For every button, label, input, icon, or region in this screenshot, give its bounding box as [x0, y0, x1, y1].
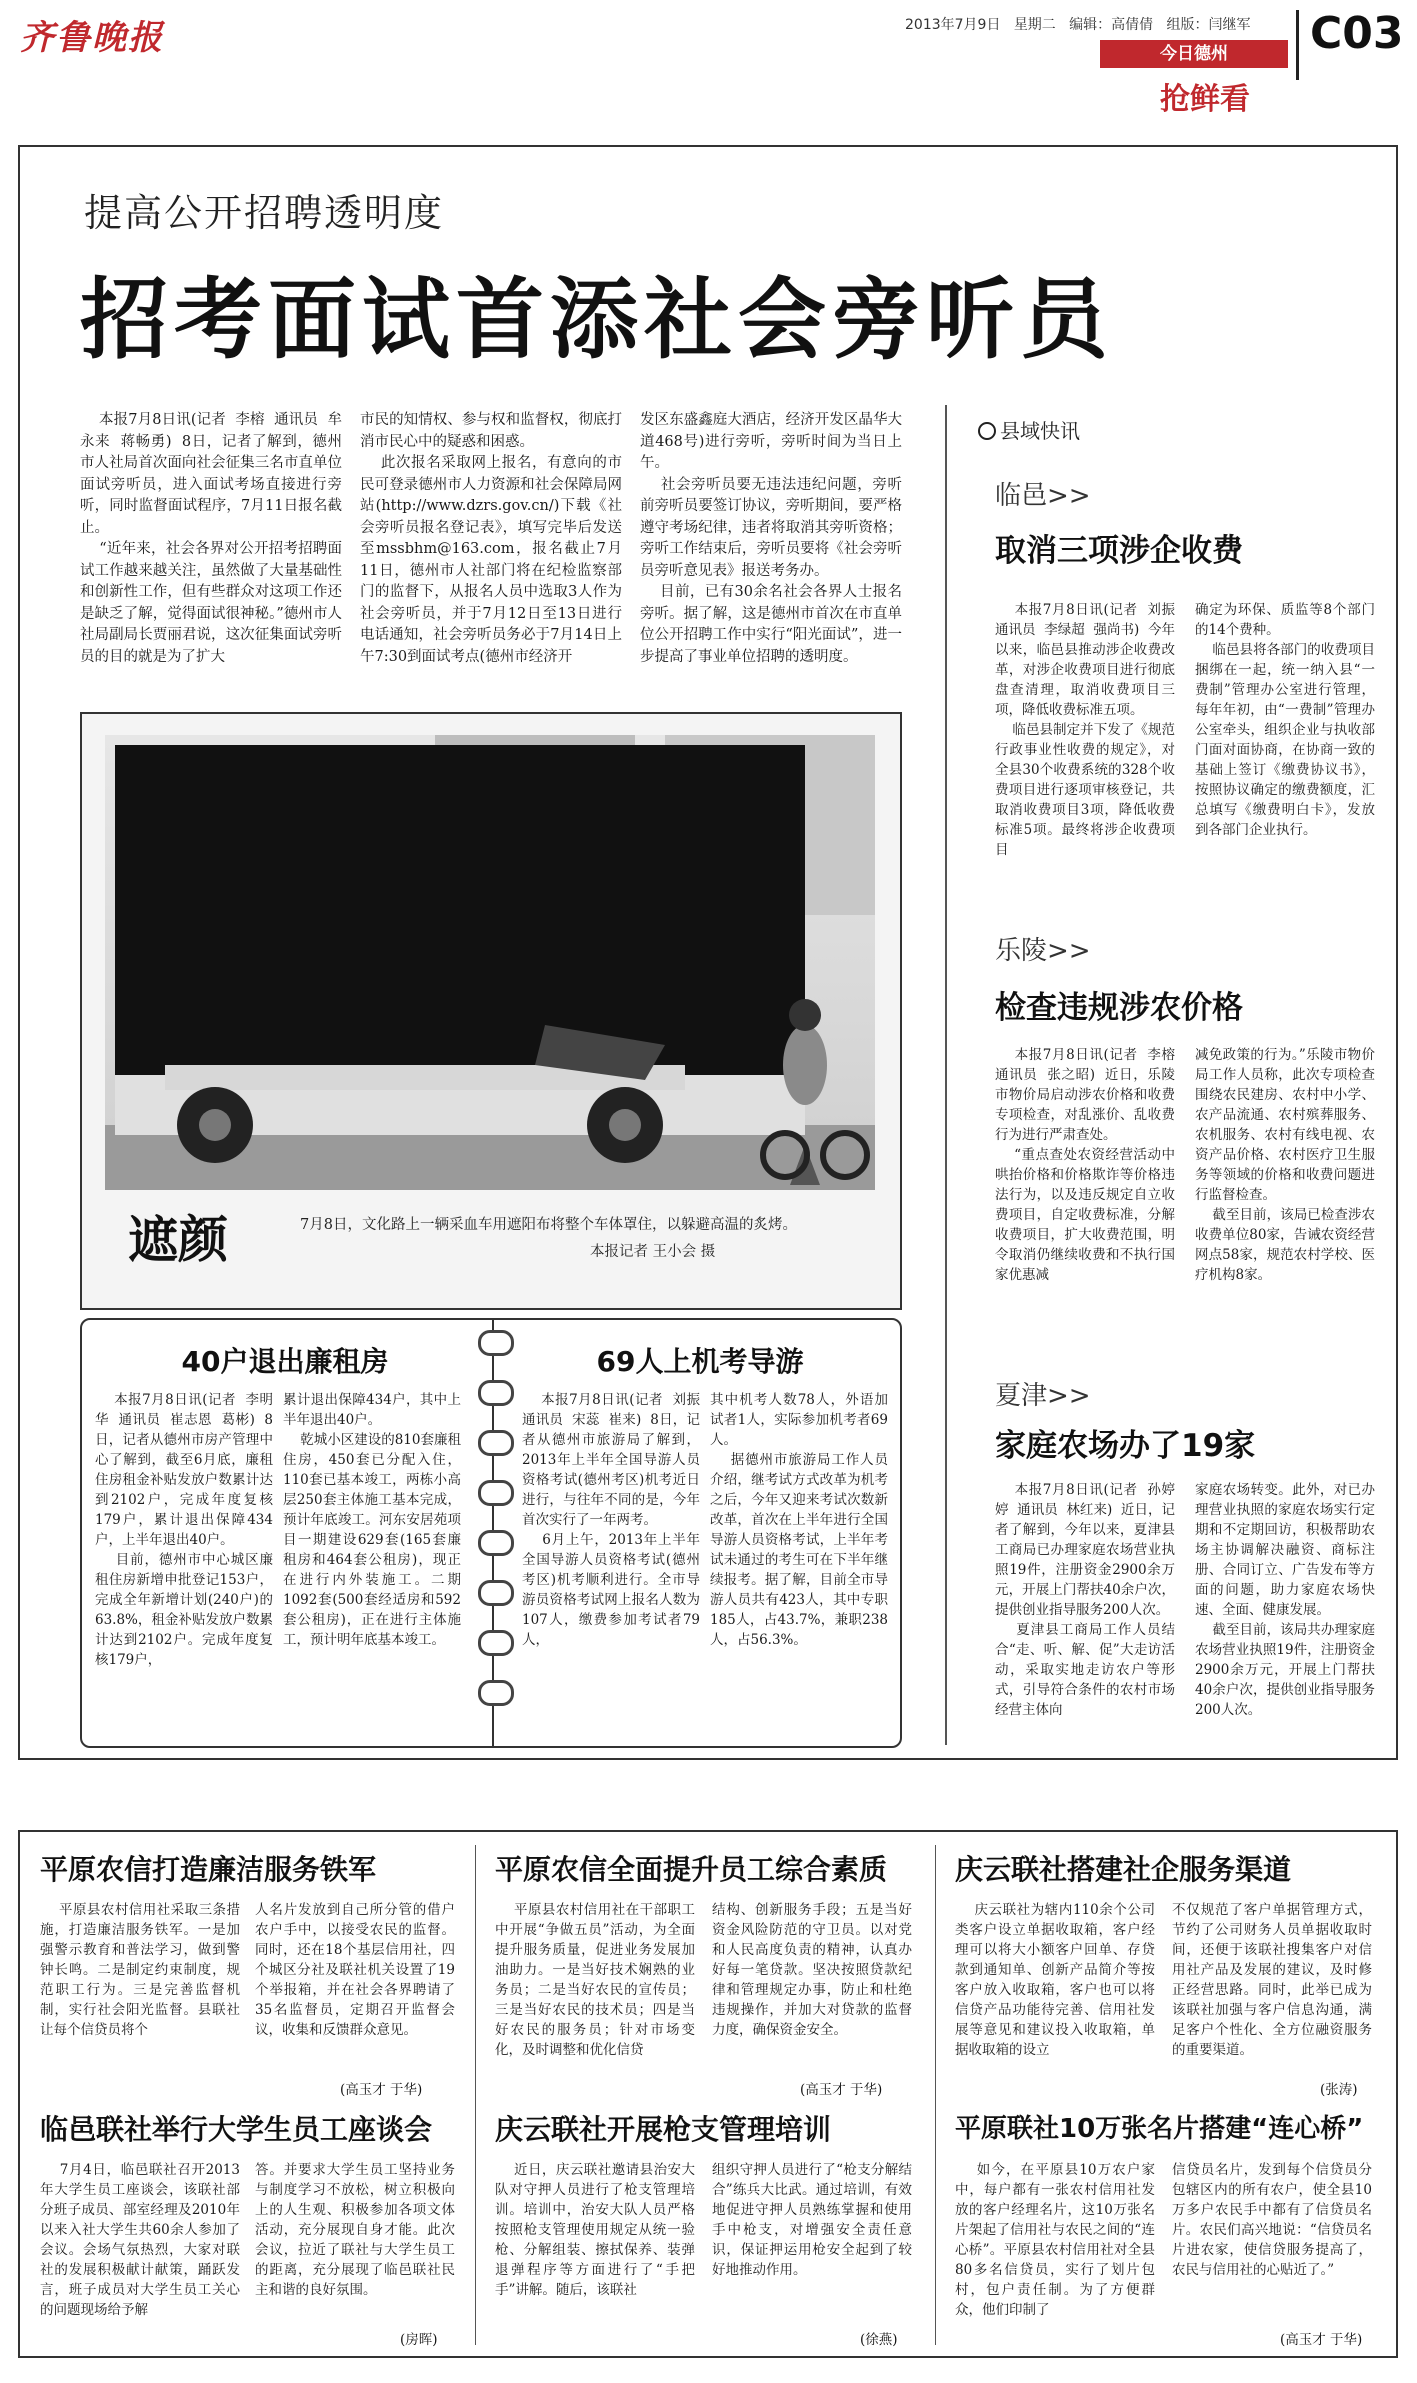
county-body-a: 本报7月8日讯(记者 刘振 通讯员 李绿超 强尚书) 今年以来，临邑县推动涉企收费改革，对涉企收费项目进行彻底盘查清理，取消收费项目三项，降低收费标准五项。 临邑县制定并下发了《规范行政事业性收费的规定》，对全县30个收费系统的328个收费项目进行逐项审核登记，共取消收费项目3项，降低收费标准5项。最终将涉企收费项目 [995, 602, 1175, 858]
bottom-story-author: (高玉才 于华) [340, 2082, 423, 2098]
story-kicker: 提高公开招聘透明度 [84, 191, 445, 235]
note2-col-a: 本报7月8日讯(记者 刘振 通讯员 宋蕊 崔来) 8日，记者从德州市旅游局了解到，2013年上半年全国导游人员资格考试(德州考区)机考近日进行，与往年不同的是，今年首次实行了一年两考。 6月上午，2013年上半年全国导游人员资格考试(德州考区)机考顺利进行。全市导游员资格考试网上报名人数为107人，缴费参加考试者79人， [522, 1392, 701, 1648]
county-title: 检查违规涉农价格 [995, 990, 1243, 1026]
bottom-story-col-a: 如今，在平原县10万农户家中，每户都有一张农村信用社发放的客户经理名片，这10万张名片架起了信用社与农民之间的“连心桥”。平原县农村信用社对全县80多名信贷员，实行了划片包村，包户责任制。为了方便群众，他们印制了 [955, 2162, 1155, 2318]
photo-caption: 7月8日，文化路上一辆采血车用遮阳布将整个车体罩住，以躲避高温的炙烤。 [300, 1217, 797, 1233]
bottom-story-title: 平原农信全面提升员工综合素质 [495, 1853, 888, 1886]
notebook-ring [478, 1630, 514, 1656]
bottom-story-col-b: 答。并要求大学生员工坚持业务与制度学习不放松，树立积极向上的人生观、积极参加各项文体活动，充分展现自身才能。此次会议，拉近了联社与大学生员工的距离，充分展现了临邑联社民主和谐的良好氛围。 [255, 2162, 455, 2298]
bottom-story-author: (房晖) [400, 2332, 438, 2348]
notebook-ring [478, 1580, 514, 1606]
county-body-b: 减免政策的行为。”乐陵市物价局工作人员称，此次专项检查围绕农民建房、农村中小学、农产品流通、农村殡葬服务、农机服务、农村有线电视、农资产品价格、农村医疗卫生服务等领域的价格和收费问题进行监督检查。 截至目前，该局已检查涉农收费单位80家，告诫农资经营网点58家，规范农村学校、医疗机构8家。 [1195, 1047, 1375, 1283]
bottom-story-title: 庆云联社搭建社企服务渠道 [955, 1853, 1292, 1886]
bottom-story-title: 平原联社10万张名片搭建“连心桥” [955, 2114, 1364, 2144]
bottom-story-col-a: 近日，庆云联社邀请县治安大队对守押人员进行了枪支管理培训。培训中，治安大队人员严格按照枪支管理使用规定从统一验枪、分解组装、擦拭保养、装弹退弹程序等方面进行了“手把手”讲解。随后，该联社 [495, 2162, 695, 2298]
county-body-b: 确定为环保、质监等8个部门的14个费种。 临邑县将各部门的收费项目捆绑在一起，统一纳入县“一费制”管理办公室进行管理，每年年初，由“一费制”管理办公室牵头，组织企业与执收部门面对面协商，在协商一致的基础上签订《缴费协议书》，按照协议确定的缴费额度，汇总填写《缴费明白卡》，发放到各部门企业执行。 [1195, 602, 1375, 838]
masthead-divider [1296, 10, 1299, 80]
bottom-story-col-a: 庆云联社为辖内110余个公司类客户设立单据收取箱，客户经理可以将大小额客户回单、存贷款到通知单、创新产品简介等按客户放入收取箱，客户也可以将信贷产品功能待完善、信用社发展等意见和建议投入收取箱，单据收取箱的设立 [955, 1902, 1155, 2058]
bottom-story-author: (张涛) [1320, 2082, 1358, 2098]
county-title: 取消三项涉企收费 [995, 533, 1243, 569]
bottom-story-col-b: 人名片发放到自己所分管的借户农户手中，以接受农民的监督。同时，还在18个基层信用社，四个城区分社及联社机关设置了19个举报箱，并在社会各界聘请了35名监督员，定期召开监督会议，收集和反馈群众意见。 [255, 1902, 455, 2038]
bottom-story-col-b: 结构、创新服务手段；五是当好资金风险防范的守卫员。以对党和人民高度负责的精神，认真办好每一笔贷款。坚决按照贷款纪律和管理规定办事，防止和杜绝违规操作，并加大对贷款的监督力度，确保资金安全。 [712, 1902, 912, 2038]
county-body-a: 本报7月8日讯(记者 李榕 通讯员 张之昭) 近日，乐陵市物价局启动涉农价格和收费专项检查，对乱涨价、乱收费行为进行严肃查处。 “重点查处农资经营活动中哄抬价格和价格欺诈等价格违法行为，以及违反规定自立收费项目，自定收费标准，分解收费项目，扩大收费范围，明令取消仍继续收费和不执行国家优惠减 [995, 1047, 1176, 1283]
note1-col-b: 累计退出保障434户，其中上半年退出40户。 乾城小区建设的810套廉租住房，450套已分配入住，110套已基本竣工，两栋小高层250套主体施工基本完成，预计年底竣工。河东安居苑项目一期建设629套(165套廉租房和464套公租房)，现正在进行内外装施工。二期1092套(500套经适房和592套公租房)，正在进行主体施工，预计明年底基本竣工。 [283, 1392, 461, 1648]
newspaper-logo: 齐鲁晚报 [20, 18, 164, 58]
editor-credit: 编辑：高倩倩 [1069, 17, 1154, 33]
page-number: C03 [1310, 8, 1404, 59]
bottom-story-title: 平原农信打造廉洁服务铁军 [40, 1853, 377, 1886]
bottom-story-author: (高玉才 于华) [1280, 2332, 1363, 2348]
notebook-ring [478, 1430, 514, 1456]
story-body-col1: 本报7月8日讯(记者 李榕 通讯员 牟永来 蒋畅勇) 8日，记者了解到，德州市人社局首次面向社会征集三名市直单位面试旁听员，进入面试考场直接进行旁听，同时监督面试程序，7月11日报名截止。 “近年来，社会各界对公开招考招聘面试工作越来越关注，虽然做了大量基础性和创新性工作，但有些群众对这项工作还是缺乏了解，觉得面试很神秘。”德州市人社局副局长贾丽君说，这次征集面试旁听员的目的就是为了扩大 [80, 412, 342, 665]
bottom-story-col-b: 不仅规范了客户单据管理方式，节约了公司财务人员单据收取时间，还便于该联社搜集客户对信用社产品及发展的建议，及时修正经营思路。同时，此举已成为该联社加强与客户信息沟通，满足客户个性化、全方位融资服务的重要渠道。 [1172, 1902, 1372, 2058]
bottom-divider [935, 1845, 936, 2345]
layout-credit: 组版：闫继军 [1166, 17, 1251, 33]
bottom-story-col-a: 平原县农村信用社采取三条措施，打造廉洁服务铁军。一是加强警示教育和普法学习，做到警钟长鸣。二是制定约束制度，规范职工行为。三是完善监督机制，实行社会阳光监督。县联社让每个信贷员将个 [40, 1902, 240, 2038]
issue-weekday: 星期二 [1013, 17, 1056, 33]
bus-illustration [105, 735, 875, 1190]
photo-title: 遮颜 [128, 1210, 228, 1269]
bottom-story-title: 庆云联社开展枪支管理培训 [495, 2113, 832, 2146]
bottom-story-author: (徐燕) [860, 2332, 898, 2348]
bottom-story-col-b: 组织守押人员进行了“枪支分解结合”练兵大比武。通过培训，有效地促进守押人员熟练掌握和使用手中枪支，对增强安全责任意识，保证押运用枪安全起到了较好地推动作用。 [712, 2162, 912, 2278]
county-place: 夏津>> [995, 1381, 1091, 1411]
masthead-info [905, 14, 1251, 34]
notebook-ring [478, 1380, 514, 1406]
note2-col-b: 其中机考人数78人，外语加试者1人，实际参加机考者69人。 据德州市旅游局工作人员介绍，继考试方式改革为机考之后，今年又迎来考试次数新改革，首次在上半年进行全国导游人员资格考试，上半年考试未通过的考生可在下半年继续报考。据了解，目前全市导游人员共有423人，其中专职185人，占43.7%，兼职238人，占56.3%。 [710, 1392, 888, 1648]
bottom-divider [475, 1845, 476, 2345]
bottom-story-col-a: 平原县农村信用社在干部职工中开展“争做五员”活动，为全面提升服务质量，促进业务发展加油助力。一是当好技术娴熟的业务员；二是当好农民的宣传员；三是当好农民的技术员；四是当好农民的服务员；针对市场变化，及时调整和优化信贷 [495, 1902, 695, 2058]
note1-title: 40户退出廉租房 [181, 1345, 389, 1378]
story-body-col3: 发区东盛鑫庭大酒店，经济开发区晶华大道468号)进行旁听，旁听时间为当日上午。 社会旁听员要无违法违纪问题，旁听前旁听员要签订协议，旁听期间，要严格遵守考场纪律，违者将取消其旁听资格；旁听工作结束后，旁听员要将《社会旁听员旁听意见表》报送考务办。 目前，已有30余名社会各界人士报名旁听。据了解，这是德州市首次在市直单位公开招聘工作中实行“阳光面试”，进一步提高了事业单位招聘的透明度。 [640, 412, 903, 665]
county-body-a: 本报7月8日讯(记者 孙婷婷 通讯员 林红来) 近日，记者了解到，今年以来，夏津县工商局已办理家庭农场营业执照19件，注册资金2900余万元，开展上门帮扶40余户次，提供创业指导服务200人次。 夏津县工商局工作人员结合“走、听、解、促”大走访活动，采取实地走访农户等形式，引导符合条件的农村市场经营主体向 [995, 1482, 1175, 1718]
bus-photo [105, 735, 875, 1190]
notebook-ring [478, 1330, 514, 1356]
note2-title: 69人上机考导游 [596, 1345, 804, 1378]
bottom-story-title: 临邑联社举行大学生员工座谈会 [40, 2113, 433, 2146]
notebook-ring [478, 1680, 514, 1706]
bottom-story-col-a: 7月4日，临邑联社召开2013年大学生员工座谈会，该联社部分班子成员、部室经理及2010年以来入社大学生共60余人参加了会议。会场气氛热烈，大家对联社的发展积极献计献策，踊跃发言，班子成员对大学生员工关心的问题现场给予解 [40, 2162, 240, 2318]
issue-date: 2013年7月9日 [905, 17, 1001, 33]
section-column: 抢鲜看 [1160, 82, 1250, 117]
county-divider [945, 405, 947, 1745]
county-title: 家庭农场办了19家 [995, 1428, 1256, 1464]
bottom-story-author: (高玉才 于华) [800, 2082, 883, 2098]
story-body-col2: 市民的知情权、参与权和监督权，彻底打消市民心中的疑惑和困惑。 此次报名采取网上报名，有意向的市民可登录德州市人力资源和社会保障局网站(http://www.dzrs.gov.cn/)下载《社会旁听员报名登记表》，填写完毕后发送至mssbhm@163.com，报名截止7月11日，德州市人社部门将在纪检监察部门的监督下，从报名人员中选取3人作为社会旁听员，并于7月12日至13日进行电话通知，社会旁听员务必于7月14日上午7:30到面试考点(德州市经济开 [360, 412, 623, 665]
photo-credit: 本报记者 王小会 摄 [590, 1244, 716, 1260]
county-label [978, 415, 1080, 444]
note1-col-a: 本报7月8日讯(记者 李明华 通讯员 崔志恩 葛彬) 8日，记者从德州市房产管理中心了解到，截至6月底，廉租住房租金补贴发放户数累计达到2102户，完成年度复核179户，累计退出保障434户，上半年退出40户。 目前，德州市中心城区廉租住房新增申批登记153户，完成全年新增计划(240户)的63.8%，租金补贴发放户数累计达到2102户。完成年度复核179户， [95, 1392, 273, 1668]
story-headline: 招考面试首添社会旁听员 [80, 268, 1115, 371]
notebook-ring [478, 1480, 514, 1506]
county-place: 乐陵>> [995, 936, 1091, 966]
bottom-story-col-b: 信贷员名片，发到每个信贷员分包辖区内的所有农户，使全县10万多户农民手中都有了信贷员名片。农民们高兴地说：“信贷员名片进农家，使信贷服务提高了，农民与信用社的心贴近了。” [1172, 2162, 1372, 2278]
clock-icon [978, 422, 996, 440]
section-badge: 今日德州 [1100, 40, 1288, 68]
county-place: 临邑>> [995, 481, 1091, 511]
county-label-text: 县域快讯 [1000, 419, 1080, 443]
notebook-ring [478, 1530, 514, 1556]
county-body-b: 家庭农场转变。此外，对已办理营业执照的家庭农场实行定期和不定期回访，积极帮助农场主协调解决融资、商标注册、合同订立、广告发布等方面的问题，助力家庭农场快速、全面、健康发展。 截至目前，该局共办理家庭农场营业执照19件，注册资金2900余万元，开展上门帮扶40余户次，提供创业指导服务200人次。 [1195, 1482, 1375, 1718]
